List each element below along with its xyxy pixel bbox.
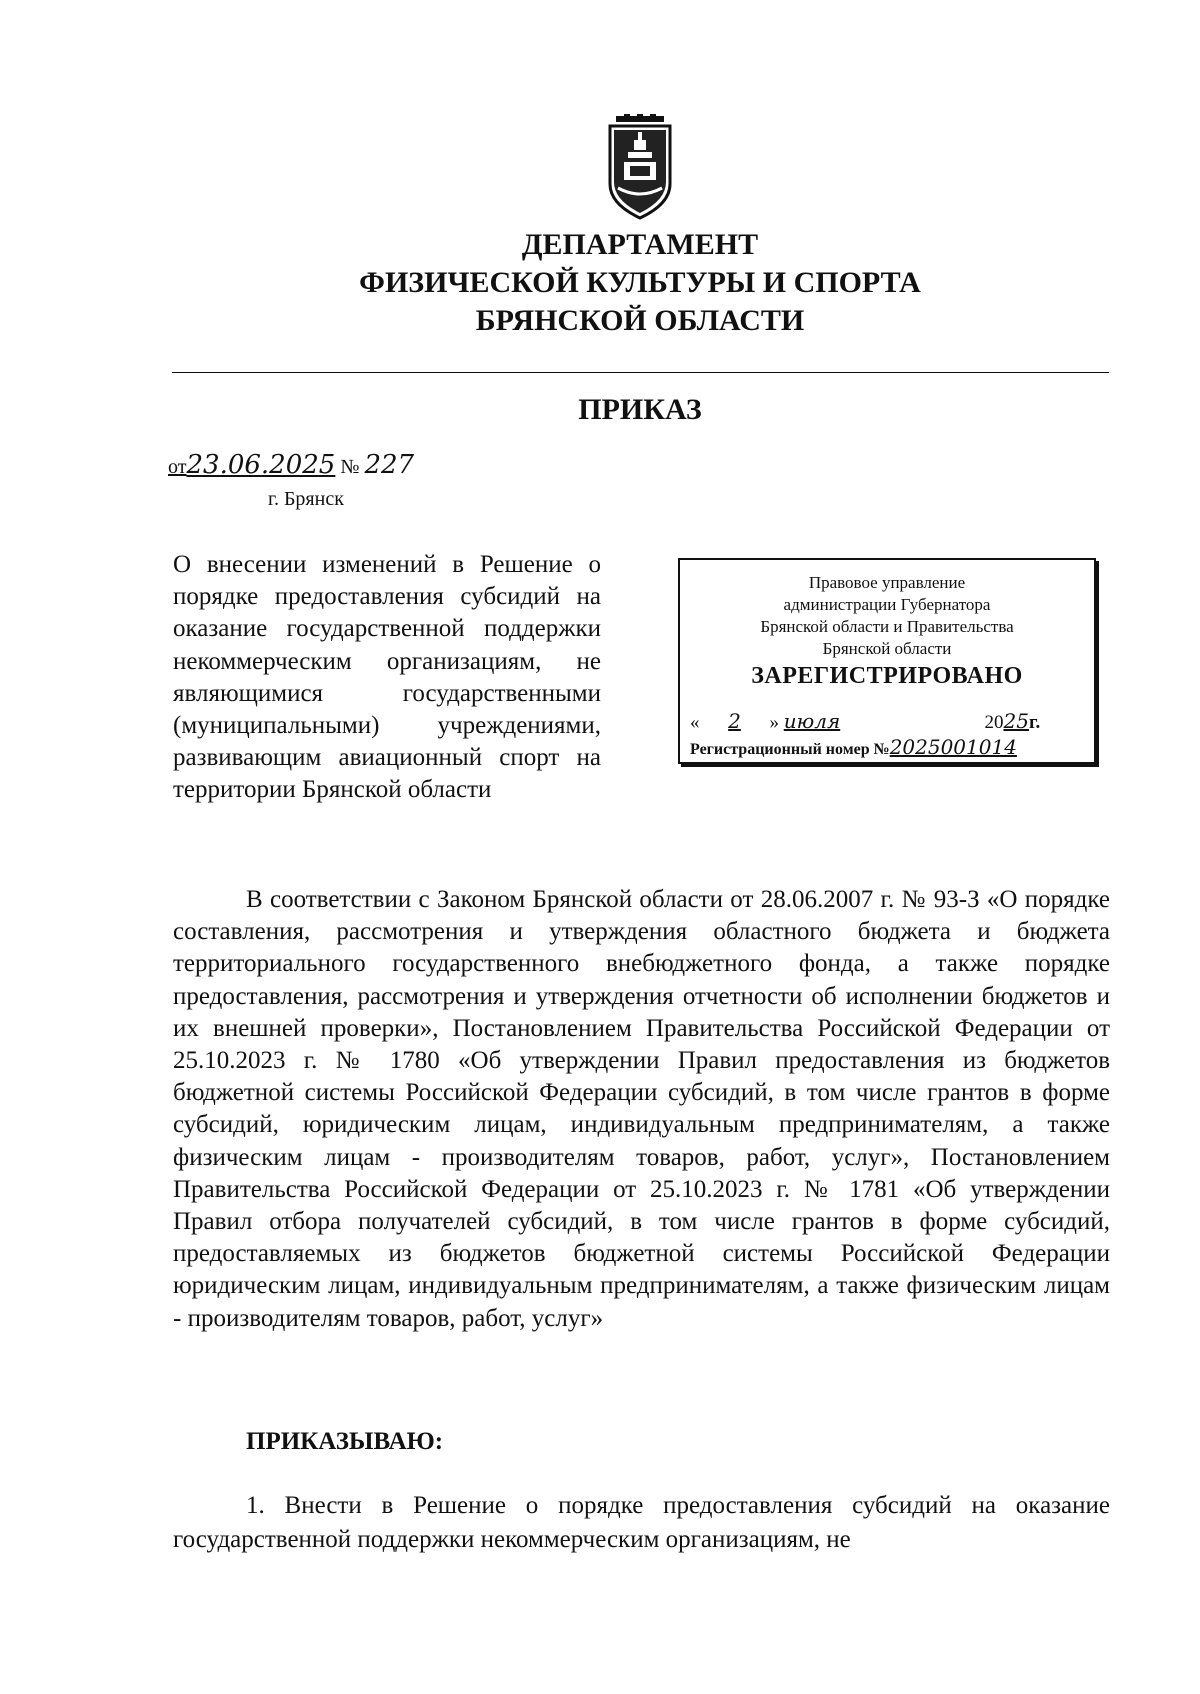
department-name-line2: ФИЗИЧЕСКОЙ КУЛЬТУРЫ И СПОРТА (359, 266, 921, 299)
stamp-reg-row (690, 736, 1084, 761)
stamp-status: ЗАРЕГИСТРИРОВАНО (751, 663, 1023, 689)
coat-of-arms-icon (604, 114, 676, 222)
stamp-reg-number: 2025001014 (889, 735, 1017, 759)
preamble-paragraph: В соответствии с Законом Брянской области от 28.06.2007 г. № 93-З «О порядке составления, рассмотрения и утверждения областного бюджета и бюджета территориального государственного внебюджетного фонда, а также порядке предоставления, рассмотрения и утверждения отчетности об исполнении бюджетов и их внешней проверки», Постановлением Правительства Российской Федерации от 25.10.2023 г. № 1780 «Об утверждении Правил предоставления из бюджетов бюджетной системы Российской Федерации субсидий, в том числе грантов в форме субсидий, юридическим лицам, индивидуальным предпринимателям, а также физическим лицам - производителям товаров, работ, услуг», Постановлением Правительства Российской Федерации от 25.10.2023 г. № 1781 «Об утверждении Правил отбора получателей субсидий, в том числе грантов в форме субсидий, предоставляемых из бюджетов бюджетной системы Российской Федерации юридическим лицам, индивидуальным предпринимателям, а также физическим лицам - производителям товаров, работ, услуг» (173, 886, 1110, 1332)
department-name-line3: БРЯНСКОЙ ОБЛАСТИ (475, 304, 805, 337)
registration-stamp (678, 558, 1096, 764)
stamp-quote-close: » (769, 712, 779, 733)
order-item-1: 1. Внести в Решение о порядке предоставления субсидий на оказание государственной поддержки некоммерческим организациям, не (173, 1492, 1110, 1553)
stamp-reg-label: Регистрационный номер № (690, 741, 890, 758)
stamp-day: 2 (728, 709, 741, 733)
document-city: г. Брянск (268, 488, 344, 510)
header-divider (172, 372, 1109, 373)
stamp-line4: Брянской области (822, 639, 952, 658)
stamp-year-prefix: 20 (984, 712, 1004, 733)
department-name-line1: ДЕПАРТАМЕНТ (521, 228, 759, 261)
stamp-year-suffix: 25 (1003, 709, 1029, 733)
number-prefix: № (340, 456, 360, 478)
stamp-month: июля (783, 709, 841, 733)
document-type-title: ПРИКАЗ (578, 393, 702, 426)
document-subject: О внесении изменений в Решение о порядке предоставления субсидий на оказание государственной поддержки некоммерческим организациям, не являющимися государственными (муниципальными) учреждениями, развивающим авиационный спорт на территории Брянской области (173, 551, 601, 804)
stamp-line1: Правовое управление (808, 573, 966, 592)
handwritten-date: 23.06.2025 (186, 450, 336, 480)
stamp-line2: администрации Губернатора (783, 595, 991, 614)
stamp-line3: Брянской области и Правительства (760, 617, 1014, 636)
order-word: ПРИКАЗЫВАЮ: (246, 1428, 444, 1455)
date-prefix: от (168, 456, 187, 478)
stamp-date-row (690, 710, 1084, 734)
stamp-year-unit: г. (1028, 712, 1041, 733)
stamp-quote-open: « (690, 712, 700, 733)
handwritten-number: 227 (364, 450, 415, 480)
document-date-number (168, 450, 414, 482)
